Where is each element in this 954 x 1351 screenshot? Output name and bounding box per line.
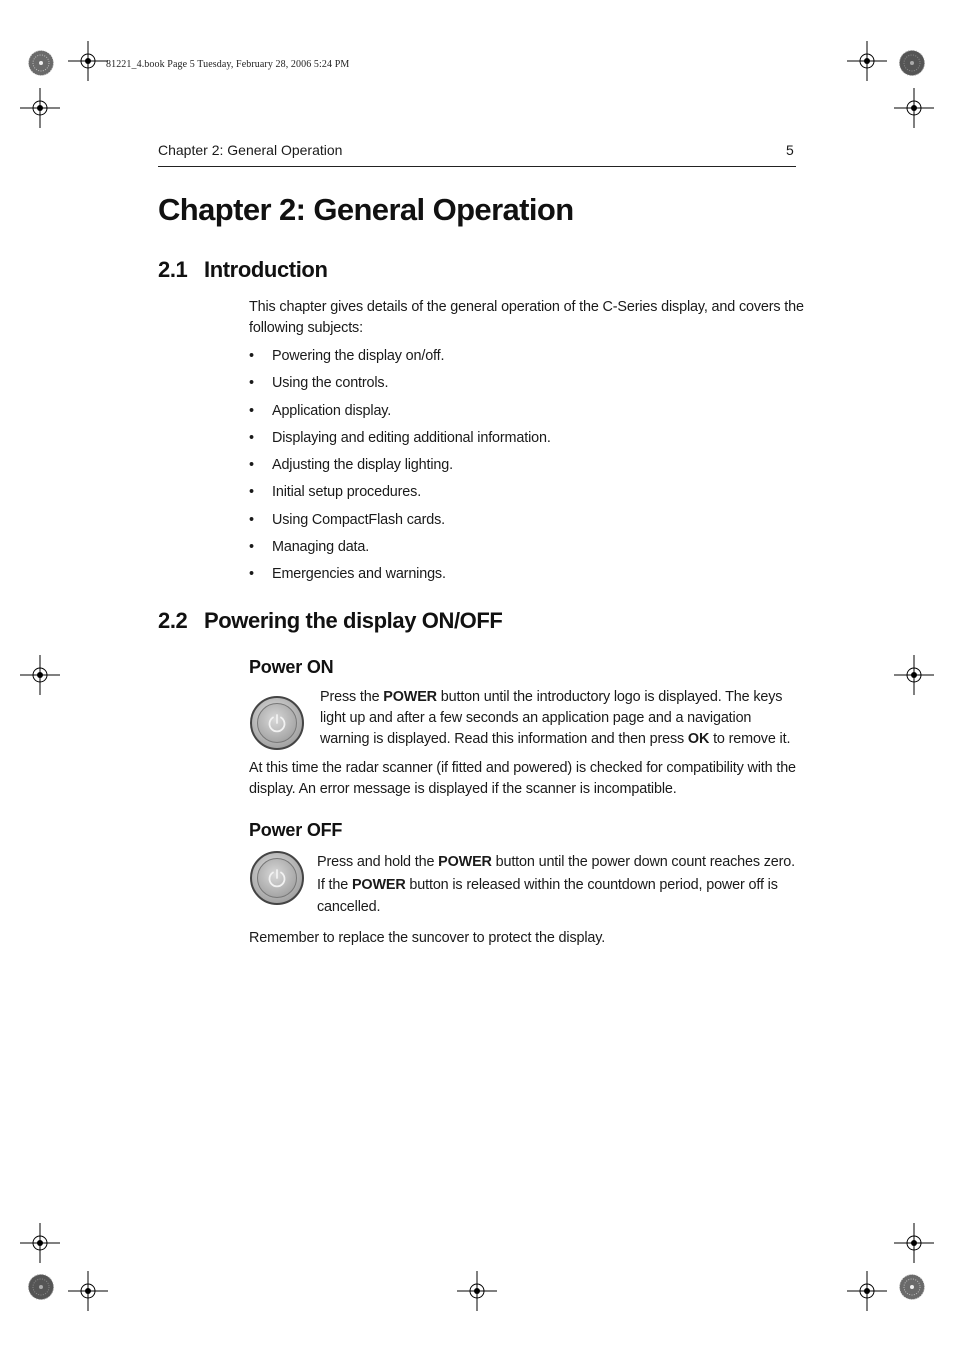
subject-list [249,346,551,592]
registration-mark-icon [20,655,60,695]
list-item: • Application display. [249,402,392,419]
power-on-instruction: Press the POWER button until the introductory logo is displayed. The keys light up and after a few seconds an application page and a navigation warning is displayed. Read this information and then press OK to remove it. [320,689,791,747]
registration-mark-icon [894,1223,934,1263]
registration-mark-icon [847,1271,887,1311]
list-item: • Emergencies and warnings. [249,566,446,583]
power-button-icon [250,696,304,750]
registration-mark-icon [894,88,934,128]
suncover-note: Remember to replace the suncover to protect the display. [249,930,606,946]
power-on-heading: Power ON [249,657,334,677]
registration-mark-icon [894,655,934,695]
section-number: 2.2 [158,608,188,633]
list-item: • Using CompactFlash cards. [249,511,445,528]
registration-mark-icon [457,1271,497,1311]
list-item: • Displaying and editing additional information. [249,429,551,446]
print-slug: 81221_4.book Page 5 Tuesday, February 28, 2006 5:24 PM [106,59,350,70]
registration-mark-icon [68,1271,108,1311]
section-number: 2.1 [158,257,188,282]
section-heading-powering [158,608,502,634]
radial-disc-icon [28,50,54,76]
power-on-note: At this time the radar scanner (if fitted and powered) is checked for compatibility with the display. An error message is displayed if the scanner is incompatible. [249,760,796,797]
registration-mark-icon [20,88,60,128]
page-number: 5 [786,142,794,158]
section-title: Powering the display ON/OFF [204,608,503,633]
registration-mark-icon [20,1223,60,1263]
registration-mark-icon [68,41,108,81]
list-item: • Using the controls. [249,375,389,392]
list-item: • Initial setup procedures. [249,484,422,501]
list-item: • Adjusting the display lighting. [249,457,453,474]
radial-disc-icon [899,1274,925,1300]
list-item: • Powering the display on/off. [249,348,445,364]
chapter-title: Chapter 2: General Operation [158,192,574,227]
radial-disc-icon [899,50,925,76]
section-title: Introduction [204,257,328,282]
section-heading-introduction [158,257,328,283]
list-item: • Managing data. [249,539,370,556]
power-off-instruction: Press and hold the POWER button until the power down count reaches zero. If the POWER button is released within the countdown period, power off is cancelled. [317,854,795,915]
running-head: Chapter 2: General Operation [158,142,343,158]
radial-disc-icon [28,1274,54,1300]
header-rule [158,166,796,167]
power-button-icon [250,851,304,905]
intro-paragraph: This chapter gives details of the general operation of the C-Series display, and covers the following subjects: [249,299,804,336]
power-off-heading: Power OFF [249,820,343,840]
registration-mark-icon [847,41,887,81]
